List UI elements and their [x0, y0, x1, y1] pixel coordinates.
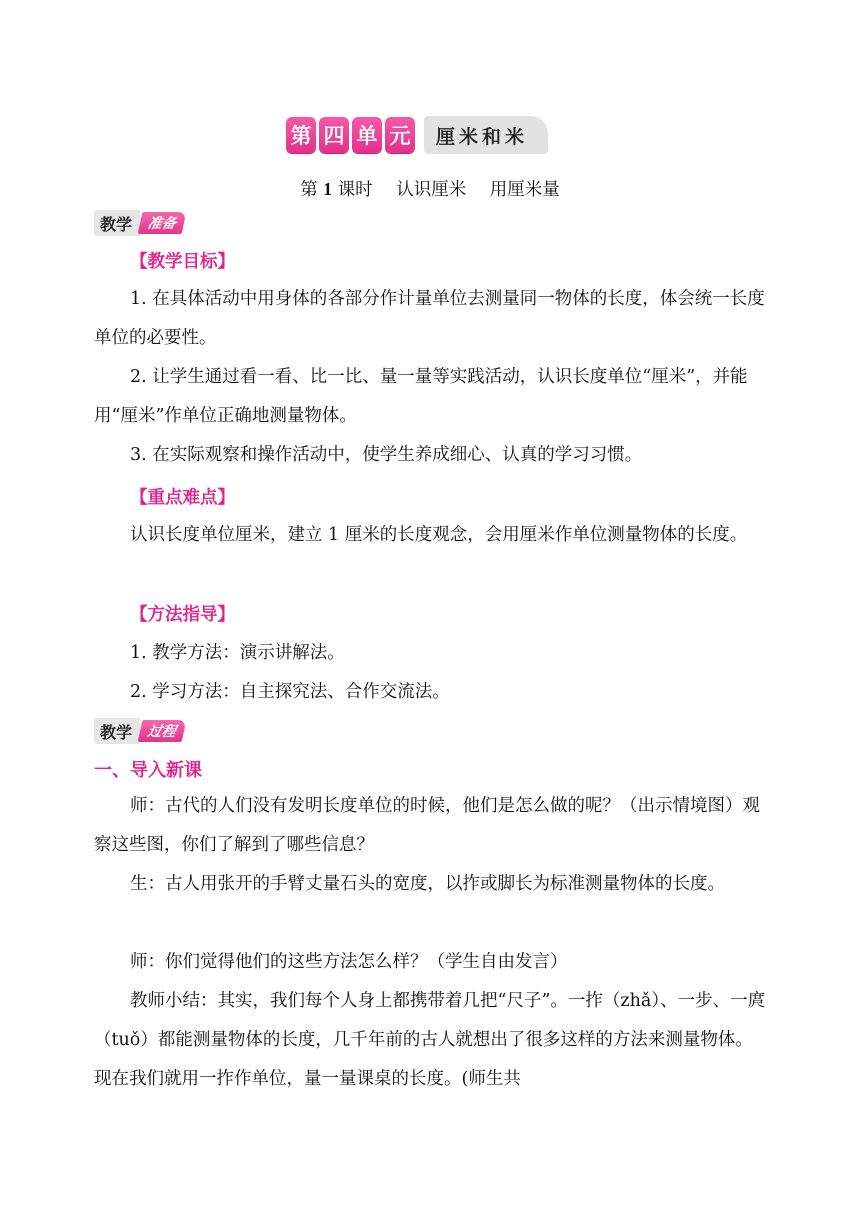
teacher-paragraph-2 — [94, 943, 770, 982]
lesson-number: 1 — [323, 179, 333, 199]
section-tag-process — [94, 718, 184, 744]
key-points-text: 认识长度单位厘米，建立 1 厘米的长度观念，会用厘米作单位测量物体的长度。 — [130, 525, 748, 545]
goal-3-text: 3. 在实际观察和操作活动中，使学生养成细心、认真的学习习惯。 — [130, 445, 643, 465]
lesson-title — [0, 176, 860, 201]
method-1-text: 1. 教学方法：演示讲解法。 — [130, 643, 345, 663]
goals-header: 【教学目标】 — [130, 252, 235, 272]
summary-text: 教师小结：其实，我们每个人身上都携带着几把“尺子”。一拃（zhǎ）、一步、一庹（tuǒ）都能测量物体的长度，几千年前的古人就想出了很多这样的方法来测量物体。现在我们就用一拃作单位，量一量课桌的长度。(师生共 — [94, 991, 766, 1089]
tag-left-label: 教学 — [94, 718, 140, 744]
student-1-text: 生：古人用张开的手臂丈量石头的宽度，以拃或脚长为标准测量物体的长度。 — [130, 874, 725, 894]
unit-char: 元 — [385, 117, 415, 153]
goal-paragraph-1 — [94, 280, 770, 358]
tag-right-label: 过程 — [138, 720, 187, 742]
tag-left-label: 教学 — [94, 210, 140, 236]
lesson-prefix: 第 — [300, 180, 318, 200]
tag-right-label: 准备 — [138, 212, 187, 234]
method-paragraph-1 — [94, 634, 770, 673]
teacher-1-text: 师：古代的人们没有发明长度单位的时候，他们是怎么做的呢？（出示情境图）观察这些图，你们了解到了哪些信息？ — [94, 796, 760, 855]
lesson-topic-2: 用厘米量 — [489, 180, 560, 200]
teacher-paragraph-1 — [94, 787, 770, 865]
method-header: 【方法指导】 — [130, 605, 235, 625]
lesson-mid: 课时 — [337, 180, 373, 200]
lesson-topic-1: 认识厘米 — [396, 180, 467, 200]
goal-1-text: 1. 在具体活动中用身体的各部分作计量单位去测量同一物体的长度，体会统一长度单位的必要性。 — [94, 289, 765, 348]
section-tag-prepare — [94, 210, 184, 236]
unit-title: 厘米和米 — [424, 116, 548, 154]
method-2-text: 2. 学习方法：自主探究法、合作交流法。 — [130, 682, 450, 702]
intro-heading: 一、导入新课 — [94, 760, 202, 781]
goal-paragraph-3 — [94, 436, 770, 475]
unit-banner — [286, 116, 548, 154]
unit-char: 第 — [286, 117, 316, 153]
goal-paragraph-2 — [94, 358, 770, 436]
summary-paragraph — [94, 982, 770, 1099]
goal-2-text: 2. 让学生通过看一看、比一比、量一量等实践活动，认识长度单位“厘米”，并能用“厘米”作单位正确地测量物体。 — [94, 367, 748, 426]
key-points-header: 【重点难点】 — [130, 488, 235, 508]
unit-char: 单 — [352, 117, 382, 153]
unit-char: 四 — [319, 117, 349, 153]
student-paragraph-1 — [94, 865, 770, 904]
method-paragraph-2 — [94, 673, 770, 712]
key-points-paragraph — [94, 516, 770, 555]
teacher-2-text: 师：你们觉得他们的这些方法怎么样？（学生自由发言） — [130, 952, 568, 972]
